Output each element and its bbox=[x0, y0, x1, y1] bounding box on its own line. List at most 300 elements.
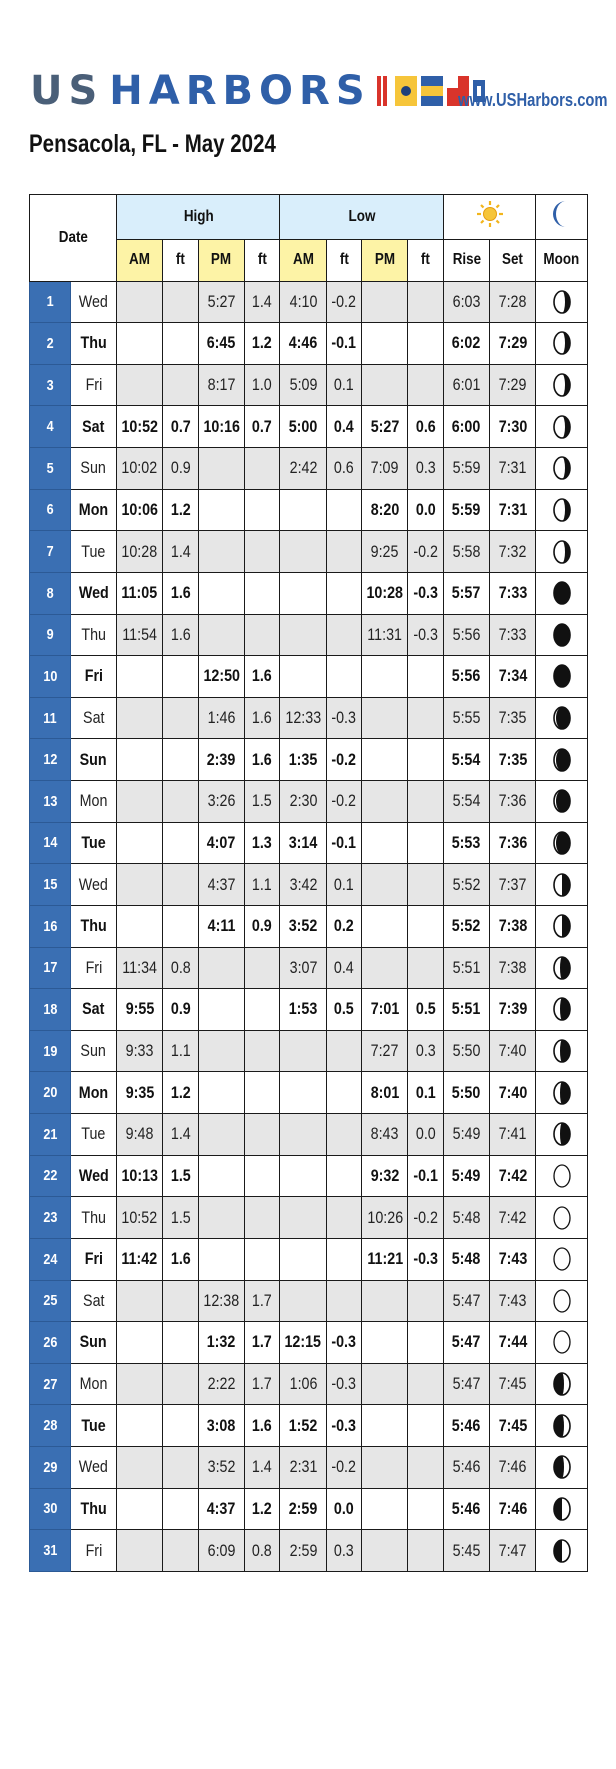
day-of-week: Thu bbox=[70, 905, 116, 947]
high-am-height bbox=[163, 281, 198, 323]
high-pm-time: 4:37 bbox=[198, 1488, 244, 1530]
low-pm-time: 11:21 bbox=[362, 1238, 408, 1280]
sunrise-time: 5:51 bbox=[443, 947, 489, 989]
high-pm-height bbox=[244, 572, 280, 614]
sunrise-time: 5:56 bbox=[443, 614, 489, 656]
day-number: 11 bbox=[30, 697, 71, 739]
low-pm-height bbox=[408, 1447, 443, 1489]
high-pm-time bbox=[198, 448, 244, 490]
sunrise-time: 5:46 bbox=[443, 1447, 489, 1489]
low-am-height: 0.2 bbox=[326, 905, 361, 947]
day-of-week: Wed bbox=[70, 281, 116, 323]
high-pm-height: 1.7 bbox=[244, 1280, 280, 1322]
low-am-height: -0.2 bbox=[326, 281, 361, 323]
sunset-time: 7:35 bbox=[490, 739, 536, 781]
table-row bbox=[30, 1405, 588, 1447]
moon-phase-cell bbox=[536, 448, 588, 490]
high-pm-height: 1.2 bbox=[244, 323, 280, 365]
low-am-time bbox=[280, 656, 326, 698]
moon-phase-cell bbox=[536, 1197, 588, 1239]
sunset-time: 7:30 bbox=[490, 406, 536, 448]
high-pm-time: 12:38 bbox=[198, 1280, 244, 1322]
low-pm-height bbox=[408, 947, 443, 989]
high-am-time bbox=[117, 1530, 163, 1572]
waxing-crescent-moon-icon bbox=[551, 705, 573, 731]
low-am-time: 2:42 bbox=[280, 448, 326, 490]
high-am-height: 0.9 bbox=[163, 989, 198, 1031]
low-pm-time bbox=[362, 1405, 408, 1447]
high-pm-time: 3:26 bbox=[198, 781, 244, 823]
high-pm-time bbox=[198, 1114, 244, 1156]
high-am-height bbox=[163, 323, 198, 365]
sunrise-time: 5:59 bbox=[443, 489, 489, 531]
low-am-time bbox=[280, 1238, 326, 1280]
sunset-time: 7:29 bbox=[490, 364, 536, 406]
day-of-week: Sun bbox=[70, 448, 116, 490]
high-pm-height: 1.4 bbox=[244, 281, 280, 323]
waning-gibbous-moon-icon bbox=[551, 1371, 573, 1397]
low-am-height bbox=[326, 1155, 361, 1197]
moon-phase-cell bbox=[536, 1030, 588, 1072]
low-pm-time: 10:28 bbox=[362, 572, 408, 614]
day-of-week: Sat bbox=[70, 1280, 116, 1322]
high-pm-height: 0.7 bbox=[244, 406, 280, 448]
sunset-time: 7:34 bbox=[490, 656, 536, 698]
low-pm-time bbox=[362, 323, 408, 365]
high-pm-time bbox=[198, 572, 244, 614]
high-am-height: 1.1 bbox=[163, 1030, 198, 1072]
low-am-height bbox=[326, 1197, 361, 1239]
table-row bbox=[30, 448, 588, 490]
sunrise-time: 5:49 bbox=[443, 1155, 489, 1197]
low-am-time bbox=[280, 1030, 326, 1072]
website-link[interactable]: www.USHarbors.com bbox=[458, 90, 608, 110]
high-am-time bbox=[117, 1363, 163, 1405]
high-am-time bbox=[117, 1322, 163, 1364]
moon-phase-cell bbox=[536, 1322, 588, 1364]
high-pm-height bbox=[244, 614, 280, 656]
high-pm-height bbox=[244, 448, 280, 490]
table-row bbox=[30, 905, 588, 947]
signal-flag-red-icon bbox=[377, 76, 391, 106]
low-pm-height: -0.3 bbox=[408, 572, 443, 614]
table-row bbox=[30, 781, 588, 823]
high-am-time: 11:54 bbox=[117, 614, 163, 656]
low-am-time: 1:52 bbox=[280, 1405, 326, 1447]
low-am-height bbox=[326, 489, 361, 531]
new-moon-moon-icon bbox=[551, 663, 573, 689]
day-number: 22 bbox=[30, 1155, 71, 1197]
low-pm-height: 0.3 bbox=[408, 1030, 443, 1072]
sunset-time: 7:43 bbox=[490, 1280, 536, 1322]
day-of-week: Sat bbox=[70, 697, 116, 739]
high-am-height bbox=[163, 1363, 198, 1405]
sunrise-time: 5:50 bbox=[443, 1072, 489, 1114]
low-am-time bbox=[280, 1114, 326, 1156]
low-pm-height bbox=[408, 1280, 443, 1322]
day-of-week: Fri bbox=[70, 947, 116, 989]
day-of-week: Thu bbox=[70, 1197, 116, 1239]
low-pm-time bbox=[362, 281, 408, 323]
low-pm-time bbox=[362, 364, 408, 406]
new-moon-moon-icon bbox=[551, 622, 573, 648]
moon-phase-cell bbox=[536, 1072, 588, 1114]
high-am-height bbox=[163, 905, 198, 947]
low-am-height: -0.2 bbox=[326, 1447, 361, 1489]
day-number: 3 bbox=[30, 364, 71, 406]
waning-crescent-moon-icon bbox=[551, 539, 573, 565]
high-pm-height bbox=[244, 1155, 280, 1197]
high-pm-time: 1:46 bbox=[198, 697, 244, 739]
sunrise-time: 5:46 bbox=[443, 1405, 489, 1447]
low-pm-time bbox=[362, 1322, 408, 1364]
low-pm-time bbox=[362, 739, 408, 781]
high-am-height: 1.5 bbox=[163, 1155, 198, 1197]
low-pm-time bbox=[362, 1280, 408, 1322]
full-moon-moon-icon bbox=[551, 1329, 573, 1355]
high-am-height bbox=[163, 1530, 198, 1572]
sunrise-time: 5:49 bbox=[443, 1114, 489, 1156]
low-pm-height bbox=[408, 1530, 443, 1572]
sunrise-time: 5:52 bbox=[443, 905, 489, 947]
table-row bbox=[30, 1530, 588, 1572]
sunset-time: 7:47 bbox=[490, 1530, 536, 1572]
low-pm-height: 0.6 bbox=[408, 406, 443, 448]
low-am-height: -0.2 bbox=[326, 739, 361, 781]
low-pm-time: 8:01 bbox=[362, 1072, 408, 1114]
day-number: 4 bbox=[30, 406, 71, 448]
high-am-time bbox=[117, 1447, 163, 1489]
day-number: 24 bbox=[30, 1238, 71, 1280]
high-pm-height bbox=[244, 1238, 280, 1280]
high-pm-time bbox=[198, 1030, 244, 1072]
low-am-height bbox=[326, 1114, 361, 1156]
low-am-time bbox=[280, 1072, 326, 1114]
low-am-height bbox=[326, 1238, 361, 1280]
moon-phase-cell bbox=[536, 1363, 588, 1405]
moon-phase-cell bbox=[536, 1238, 588, 1280]
low-am-time: 3:52 bbox=[280, 905, 326, 947]
header-row-groups bbox=[30, 195, 588, 240]
day-number: 5 bbox=[30, 448, 71, 490]
high-pm-time: 12:50 bbox=[198, 656, 244, 698]
low-am-height: 0.5 bbox=[326, 989, 361, 1031]
high-pm-time: 3:52 bbox=[198, 1447, 244, 1489]
high-pm-height: 1.7 bbox=[244, 1363, 280, 1405]
low-pm-time bbox=[362, 781, 408, 823]
day-number: 16 bbox=[30, 905, 71, 947]
day-of-week: Fri bbox=[70, 656, 116, 698]
sunrise-time: 6:00 bbox=[443, 406, 489, 448]
high-pm-time bbox=[198, 489, 244, 531]
high-am-time: 9:55 bbox=[117, 989, 163, 1031]
high-am-height bbox=[163, 1447, 198, 1489]
table-row bbox=[30, 1488, 588, 1530]
sunset-time: 7:42 bbox=[490, 1155, 536, 1197]
table-row bbox=[30, 1114, 588, 1156]
low-pm-time: 8:43 bbox=[362, 1114, 408, 1156]
sunset-time: 7:42 bbox=[490, 1197, 536, 1239]
moon-phase-cell bbox=[536, 614, 588, 656]
day-number: 8 bbox=[30, 572, 71, 614]
table-row bbox=[30, 697, 588, 739]
low-am-time: 2:59 bbox=[280, 1530, 326, 1572]
moon-phase-cell bbox=[536, 656, 588, 698]
low-am-time bbox=[280, 1280, 326, 1322]
waxing-crescent-moon-icon bbox=[551, 788, 573, 814]
high-am-height bbox=[163, 1280, 198, 1322]
low-pm-time bbox=[362, 1447, 408, 1489]
waxing-gibbous-moon-icon bbox=[551, 996, 573, 1022]
high-am-height bbox=[163, 781, 198, 823]
low-am-time: 3:07 bbox=[280, 947, 326, 989]
col-header-sunrise: Rise bbox=[443, 239, 489, 281]
low-am-time: 12:15 bbox=[280, 1322, 326, 1364]
high-am-time: 10:13 bbox=[117, 1155, 163, 1197]
low-am-time: 1:35 bbox=[280, 739, 326, 781]
low-am-height bbox=[326, 614, 361, 656]
low-pm-time: 7:09 bbox=[362, 448, 408, 490]
high-pm-height: 1.4 bbox=[244, 1447, 280, 1489]
low-pm-time: 9:32 bbox=[362, 1155, 408, 1197]
high-am-height bbox=[163, 822, 198, 864]
sunrise-time: 5:54 bbox=[443, 739, 489, 781]
high-am-time: 9:48 bbox=[117, 1114, 163, 1156]
low-am-time: 5:00 bbox=[280, 406, 326, 448]
low-am-height: -0.2 bbox=[326, 781, 361, 823]
high-pm-height bbox=[244, 1114, 280, 1156]
sunrise-time: 5:58 bbox=[443, 531, 489, 573]
high-am-time bbox=[117, 697, 163, 739]
low-pm-height: -0.2 bbox=[408, 531, 443, 573]
high-am-time bbox=[117, 1405, 163, 1447]
low-pm-height bbox=[408, 864, 443, 906]
low-pm-time bbox=[362, 1363, 408, 1405]
sunrise-time: 5:46 bbox=[443, 1488, 489, 1530]
col-header-high-am-ft: ft bbox=[163, 239, 198, 281]
high-am-height: 1.2 bbox=[163, 1072, 198, 1114]
low-am-time: 1:53 bbox=[280, 989, 326, 1031]
low-pm-height: -0.3 bbox=[408, 1238, 443, 1280]
waxing-crescent-moon-icon bbox=[551, 830, 573, 856]
low-pm-height bbox=[408, 905, 443, 947]
waning-crescent-moon-icon bbox=[551, 414, 573, 440]
sunrise-time: 5:48 bbox=[443, 1197, 489, 1239]
moon-phase-cell bbox=[536, 364, 588, 406]
high-am-time bbox=[117, 656, 163, 698]
low-am-height bbox=[326, 1072, 361, 1114]
sun-icon bbox=[475, 199, 505, 229]
day-of-week: Wed bbox=[70, 572, 116, 614]
low-pm-time: 5:27 bbox=[362, 406, 408, 448]
low-am-height bbox=[326, 572, 361, 614]
high-am-time: 10:02 bbox=[117, 448, 163, 490]
high-am-time: 9:33 bbox=[117, 1030, 163, 1072]
day-number: 31 bbox=[30, 1530, 71, 1572]
table-row bbox=[30, 822, 588, 864]
col-header-moon: Moon bbox=[536, 239, 588, 281]
high-am-height: 0.9 bbox=[163, 448, 198, 490]
low-am-height: 0.1 bbox=[326, 364, 361, 406]
table-row bbox=[30, 1072, 588, 1114]
high-am-time: 10:28 bbox=[117, 531, 163, 573]
high-am-time bbox=[117, 781, 163, 823]
day-of-week: Tue bbox=[70, 531, 116, 573]
low-pm-height bbox=[408, 364, 443, 406]
high-am-height: 1.6 bbox=[163, 614, 198, 656]
low-am-height: 0.1 bbox=[326, 864, 361, 906]
high-am-time: 10:52 bbox=[117, 406, 163, 448]
low-pm-height: 0.0 bbox=[408, 489, 443, 531]
low-am-height bbox=[326, 531, 361, 573]
day-number: 10 bbox=[30, 656, 71, 698]
col-header-low-pm-ft: ft bbox=[408, 239, 443, 281]
high-pm-height: 1.6 bbox=[244, 1405, 280, 1447]
sunrise-time: 6:01 bbox=[443, 364, 489, 406]
sunrise-time: 5:54 bbox=[443, 781, 489, 823]
day-of-week: Wed bbox=[70, 1447, 116, 1489]
high-am-time bbox=[117, 739, 163, 781]
high-pm-height bbox=[244, 1197, 280, 1239]
full-moon-moon-icon bbox=[551, 1163, 573, 1189]
low-am-time: 1:06 bbox=[280, 1363, 326, 1405]
low-am-time: 2:30 bbox=[280, 781, 326, 823]
low-am-time: 2:31 bbox=[280, 1447, 326, 1489]
high-am-height: 1.4 bbox=[163, 531, 198, 573]
first-quarter-moon-icon bbox=[551, 913, 573, 939]
high-pm-time: 3:08 bbox=[198, 1405, 244, 1447]
table-row bbox=[30, 1363, 588, 1405]
day-of-week: Thu bbox=[70, 1488, 116, 1530]
table-row bbox=[30, 864, 588, 906]
high-am-height bbox=[163, 1322, 198, 1364]
moon-phase-cell bbox=[536, 1447, 588, 1489]
high-pm-height bbox=[244, 489, 280, 531]
day-number: 23 bbox=[30, 1197, 71, 1239]
high-pm-time bbox=[198, 1238, 244, 1280]
signal-flag-yellow-blue-icon bbox=[421, 76, 443, 106]
day-of-week: Wed bbox=[70, 1155, 116, 1197]
high-pm-height: 1.6 bbox=[244, 739, 280, 781]
col-header-low-am: AM bbox=[280, 239, 326, 281]
sunset-time: 7:28 bbox=[490, 281, 536, 323]
day-of-week: Thu bbox=[70, 614, 116, 656]
day-of-week: Thu bbox=[70, 323, 116, 365]
high-am-time: 11:05 bbox=[117, 572, 163, 614]
high-pm-time: 1:32 bbox=[198, 1322, 244, 1364]
moon-phase-cell bbox=[536, 489, 588, 531]
high-pm-height bbox=[244, 1030, 280, 1072]
high-am-height bbox=[163, 739, 198, 781]
high-pm-height bbox=[244, 1072, 280, 1114]
high-pm-height bbox=[244, 531, 280, 573]
low-pm-time bbox=[362, 697, 408, 739]
low-am-height: -0.3 bbox=[326, 1363, 361, 1405]
sunset-time: 7:40 bbox=[490, 1030, 536, 1072]
high-pm-time: 4:11 bbox=[198, 905, 244, 947]
high-pm-height: 1.2 bbox=[244, 1488, 280, 1530]
day-number: 28 bbox=[30, 1405, 71, 1447]
low-am-time: 3:42 bbox=[280, 864, 326, 906]
waxing-crescent-moon-icon bbox=[551, 747, 573, 773]
high-am-time bbox=[117, 822, 163, 864]
sunset-time: 7:31 bbox=[490, 489, 536, 531]
table-row bbox=[30, 989, 588, 1031]
low-am-height: -0.3 bbox=[326, 1405, 361, 1447]
last-quarter-moon-icon bbox=[551, 1496, 573, 1522]
high-am-height: 1.4 bbox=[163, 1114, 198, 1156]
moon-header bbox=[536, 195, 588, 240]
low-pm-height: 0.0 bbox=[408, 1114, 443, 1156]
moon-phase-cell bbox=[536, 531, 588, 573]
day-of-week: Mon bbox=[70, 1072, 116, 1114]
table-row bbox=[30, 364, 588, 406]
high-am-height: 0.7 bbox=[163, 406, 198, 448]
waning-crescent-moon-icon bbox=[551, 372, 573, 398]
day-of-week: Mon bbox=[70, 1363, 116, 1405]
date-header: Date bbox=[30, 195, 117, 282]
signal-flag-yellow-dot-icon bbox=[395, 76, 417, 106]
high-am-time bbox=[117, 323, 163, 365]
tide-table bbox=[29, 194, 588, 1572]
low-am-height: -0.1 bbox=[326, 323, 361, 365]
day-number: 19 bbox=[30, 1030, 71, 1072]
high-am-height: 1.5 bbox=[163, 1197, 198, 1239]
high-pm-height: 1.6 bbox=[244, 697, 280, 739]
table-row bbox=[30, 1447, 588, 1489]
high-am-time: 9:35 bbox=[117, 1072, 163, 1114]
waning-crescent-moon-icon bbox=[551, 330, 573, 356]
moon-phase-cell bbox=[536, 864, 588, 906]
low-am-time: 3:14 bbox=[280, 822, 326, 864]
high-pm-height bbox=[244, 947, 280, 989]
high-pm-height: 1.5 bbox=[244, 781, 280, 823]
day-of-week: Tue bbox=[70, 1114, 116, 1156]
high-pm-time bbox=[198, 947, 244, 989]
day-of-week: Mon bbox=[70, 781, 116, 823]
sunset-time: 7:36 bbox=[490, 781, 536, 823]
day-number: 18 bbox=[30, 989, 71, 1031]
high-am-height bbox=[163, 1488, 198, 1530]
sunrise-time: 5:47 bbox=[443, 1322, 489, 1364]
day-of-week: Tue bbox=[70, 1405, 116, 1447]
moon-phase-cell bbox=[536, 822, 588, 864]
sunset-time: 7:43 bbox=[490, 1238, 536, 1280]
day-of-week: Fri bbox=[70, 364, 116, 406]
low-pm-time bbox=[362, 656, 408, 698]
day-of-week: Sat bbox=[70, 989, 116, 1031]
moon-phase-cell bbox=[536, 947, 588, 989]
moon-phase-cell bbox=[536, 323, 588, 365]
sunset-time: 7:46 bbox=[490, 1488, 536, 1530]
low-am-height: -0.3 bbox=[326, 697, 361, 739]
full-moon-moon-icon bbox=[551, 1288, 573, 1314]
logo-harbors-text: HARBORS bbox=[109, 68, 371, 114]
moon-phase-cell bbox=[536, 1405, 588, 1447]
sunset-time: 7:33 bbox=[490, 614, 536, 656]
high-pm-height: 1.7 bbox=[244, 1322, 280, 1364]
sunrise-time: 5:48 bbox=[443, 1238, 489, 1280]
high-pm-time: 4:37 bbox=[198, 864, 244, 906]
table-row bbox=[30, 1030, 588, 1072]
high-pm-time bbox=[198, 989, 244, 1031]
sunrise-time: 5:45 bbox=[443, 1530, 489, 1572]
high-pm-time bbox=[198, 531, 244, 573]
high-pm-time: 5:27 bbox=[198, 281, 244, 323]
low-pm-height bbox=[408, 1488, 443, 1530]
sunset-time: 7:32 bbox=[490, 531, 536, 573]
low-am-height: -0.3 bbox=[326, 1322, 361, 1364]
